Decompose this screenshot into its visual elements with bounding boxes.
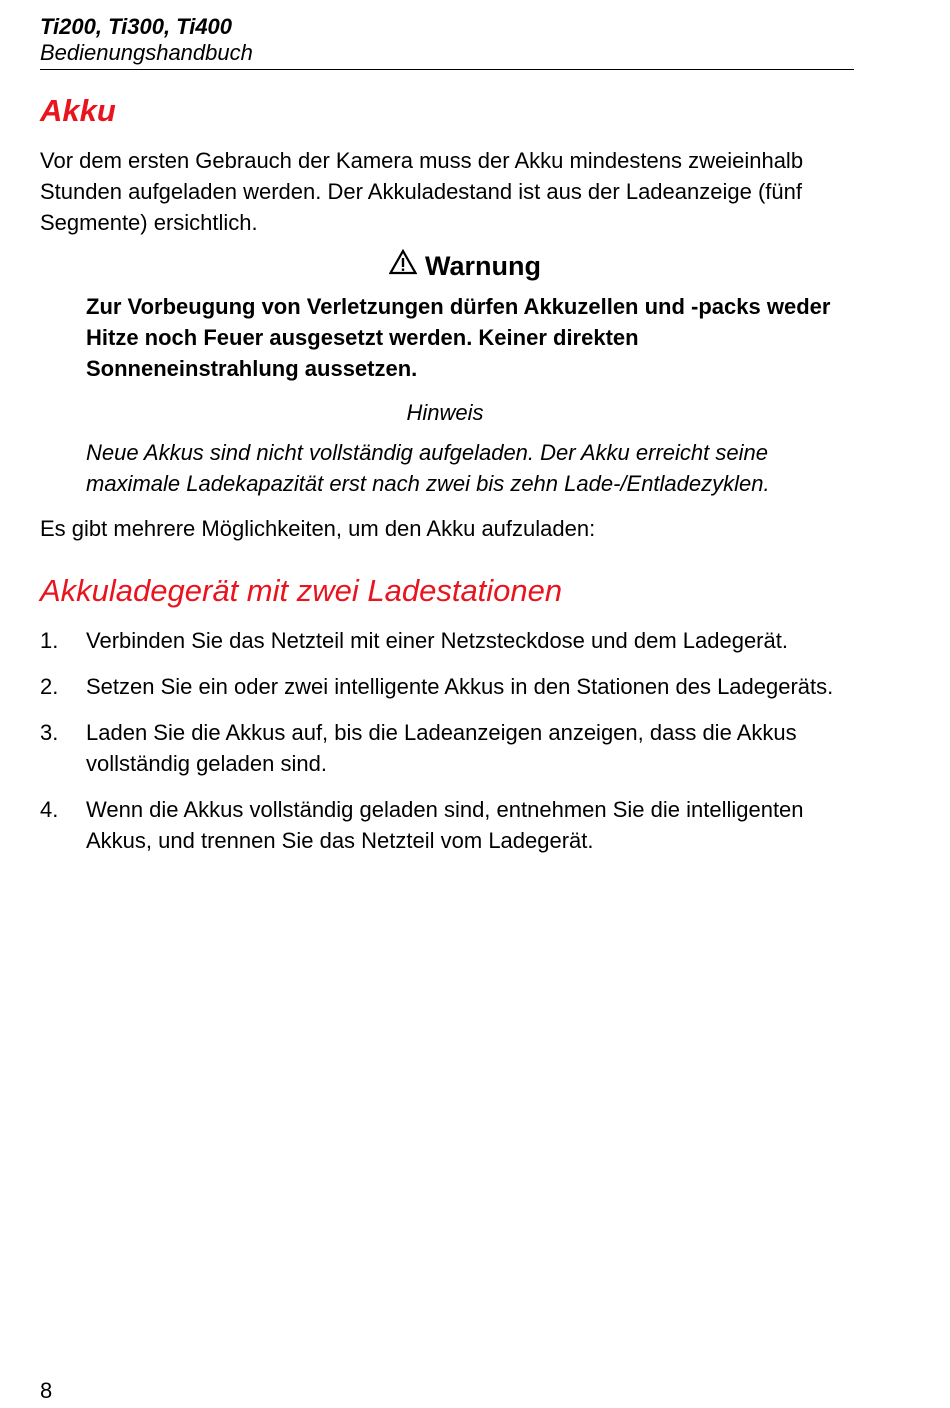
warning-text: Zur Vorbeugung von Verletzungen dürfen Akkuzellen und -packs weder Hitze noch Feuer ausgesetzt werden. Keiner direkten Sonneneinstrahlung aussetzen. <box>86 294 831 381</box>
steps-list <box>40 625 850 871</box>
step-number: 4. <box>40 797 59 822</box>
header-title: Ti200, Ti300, Ti400 <box>40 14 233 39</box>
header-divider <box>40 69 854 70</box>
warning-triangle-icon <box>389 249 417 282</box>
step-number: 2. <box>40 674 59 699</box>
step-text: Setzen Sie ein oder zwei intelligente Akkus in den Stationen des Ladegeräts. <box>86 674 834 699</box>
list-item <box>40 794 850 856</box>
list-item <box>40 625 850 656</box>
intro-paragraph: Vor dem ersten Gebrauch der Kamera muss der Akku mindestens zweieinhalb Stunden aufgeladen werden. Der Akkuladestand ist aus der Ladeanzeige (fünf Segmente) ersichtlich. <box>40 148 804 235</box>
page-header <box>40 14 854 66</box>
options-paragraph: Es gibt mehrere Möglichkeiten, um den Akku aufzuladen: <box>40 516 596 541</box>
list-item <box>40 717 850 779</box>
step-text: Laden Sie die Akkus auf, bis die Ladeanzeigen anzeigen, dass die Akkus vollständig geladen sind. <box>86 720 797 776</box>
step-text: Verbinden Sie das Netzteil mit einer Netzsteckdose und dem Ladegerät. <box>86 628 788 653</box>
section-heading: Akku <box>40 93 116 128</box>
page-number: 8 <box>40 1378 53 1403</box>
step-text: Wenn die Akkus vollständig geladen sind, entnehmen Sie die intelligenten Akkus, und trennen Sie das Netzteil vom Ladegerät. <box>86 797 804 853</box>
list-item <box>40 671 850 702</box>
header-subtitle: Bedienungshandbuch <box>40 40 253 65</box>
note-title: Hinweis <box>406 400 484 425</box>
step-number: 3. <box>40 720 59 745</box>
warning-title <box>0 250 930 284</box>
note-text: Neue Akkus sind nicht vollständig aufgeladen. Der Akku erreicht seine maximale Ladekapazität erst nach zwei bis zehn Lade-/Entladezyklen. <box>86 440 770 496</box>
subsection-heading: Akkuladegerät mit zwei Ladestationen <box>40 573 563 608</box>
step-number: 1. <box>40 628 59 653</box>
warning-title-text: Warnung <box>425 251 541 281</box>
